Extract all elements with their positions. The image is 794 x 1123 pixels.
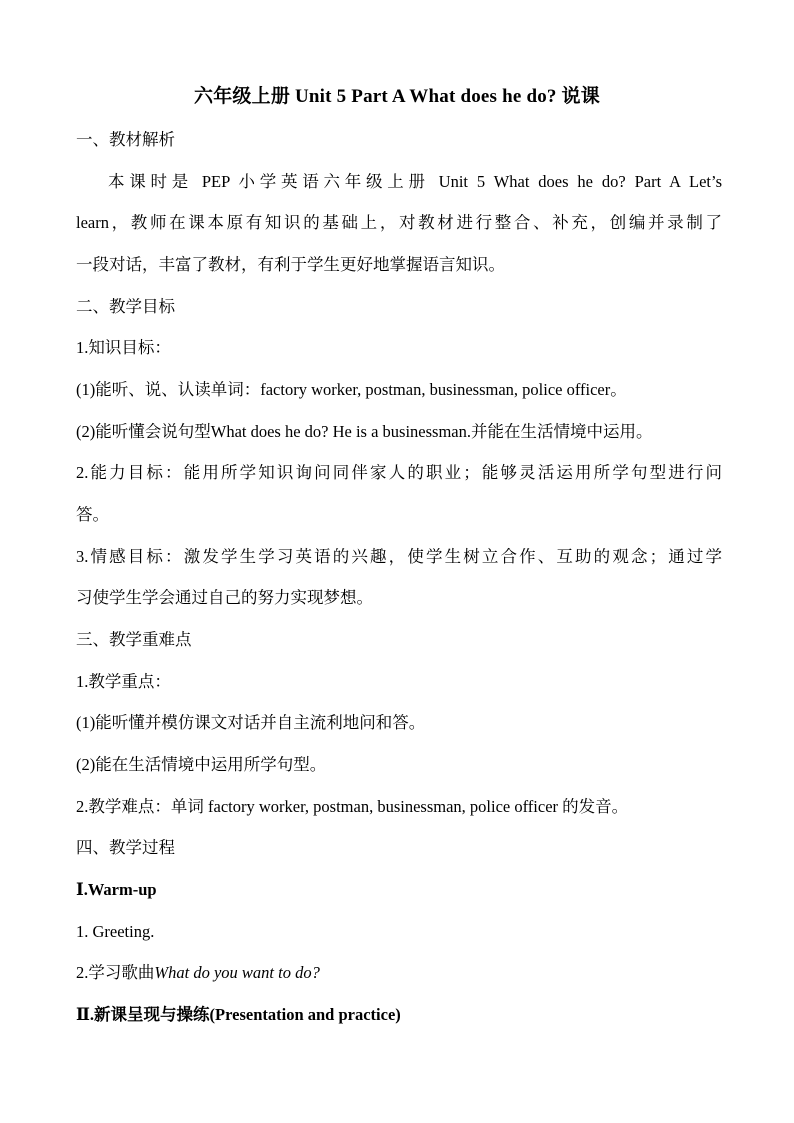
list-item-prefix: 2.学习歌曲: [76, 963, 155, 982]
list-item: 1. Greeting.: [76, 922, 155, 941]
list-item: 2.教学难点：单词 factory worker, postman, businessman, police officer 的发音。: [76, 797, 629, 816]
paragraph-line: learn，教师在课本原有知识的基础上，对教材进行整合、补充，创编并录制了: [76, 213, 722, 232]
paragraph-line: 习使学生学会通过自己的努力实现梦想。: [76, 588, 373, 607]
paragraph-line: 一段对话，丰富了教材，有利于学生更好地掌握语言知识。: [76, 255, 505, 274]
subheading-knowledge-goal: 1.知识目标：: [76, 338, 171, 357]
list-item: (2)能在生活情境中运用所学句型。: [76, 755, 327, 774]
section-heading-materials: 一、教材解析: [76, 130, 175, 149]
step-heading-warm-up: Ⅰ.Warm-up: [76, 880, 157, 899]
section-heading-process: 四、教学过程: [76, 838, 175, 857]
list-item: [76, 961, 722, 985]
step-heading-presentation: Ⅱ.新课呈现与操练(Presentation and practice): [76, 1005, 401, 1024]
document-title: 六年级上册 Unit 5 Part A What does he do? 说课: [194, 86, 600, 107]
paragraph-line: 2.能力目标：能用所学知识询问同伴家人的职业；能够灵活运用所学句型进行问: [76, 463, 722, 482]
list-item: (1)能听懂并模仿课文对话并自主流利地问和答。: [76, 713, 426, 732]
paragraph-line: 本课时是 PEP 小学英语六年级上册 Unit 5 What does he do? Part A Let’s: [108, 172, 722, 191]
section-heading-key-points: 三、教学重难点: [76, 630, 192, 649]
paragraph-line: 3.情感目标：激发学生学习英语的兴趣，使学生树立合作、互助的观念；通过学: [76, 547, 722, 566]
list-item: (2)能听懂会说句型What does he do? He is a businessman.并能在生活情境中运用。: [76, 422, 653, 441]
section-heading-goals: 二、教学目标: [76, 297, 175, 316]
list-item: (1)能听、说、认读单词：factory worker, postman, businessman, police officer。: [76, 380, 627, 399]
song-title: What do you want to do?: [154, 963, 320, 982]
subheading-key-point: 1.教学重点：: [76, 672, 171, 691]
paragraph-line: 答。: [76, 505, 109, 524]
